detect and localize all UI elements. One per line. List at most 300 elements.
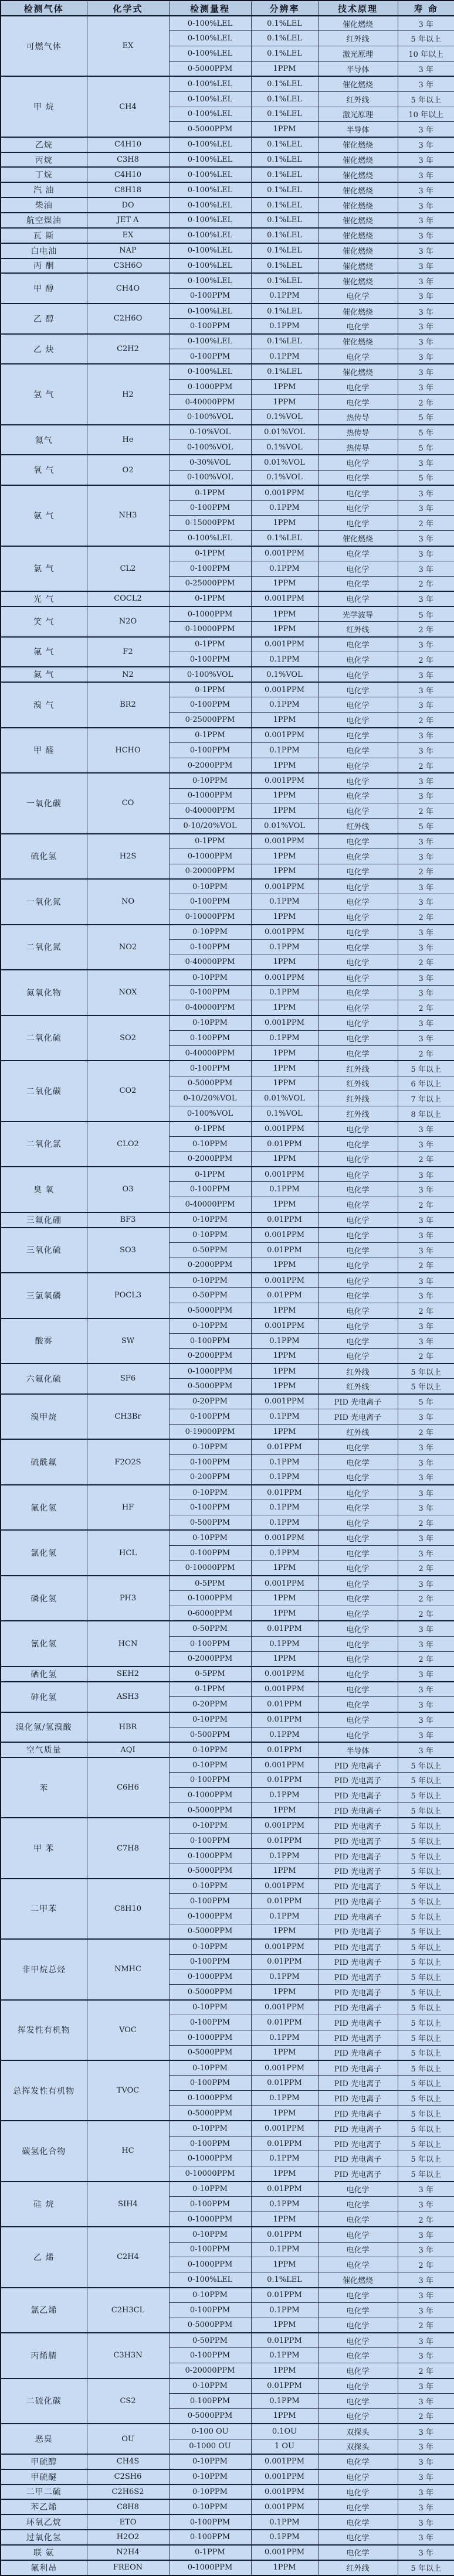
range-cell: 0-100%LEL [169, 31, 251, 46]
table-row [1, 2545, 454, 2560]
range-cell: 0-1PPM [169, 728, 251, 743]
range-cell: 0-100PPM [169, 939, 251, 955]
resolution-cell: 1PPM [251, 122, 318, 137]
range-cell: 0-100PPM [169, 2393, 251, 2408]
life-cell: 5 年以上 [398, 1985, 454, 2000]
formula-cell: POCL3 [87, 1273, 169, 1318]
life-cell: 3 年 [398, 1122, 454, 1137]
range-cell: 0-100PPM [169, 2136, 251, 2151]
gas-name-cell: 环氧乙烷 [1, 2514, 87, 2530]
resolution-cell: 1PPM [251, 2212, 318, 2227]
principle-cell: 电化学 [318, 2485, 398, 2500]
gas-name-cell: 丙烯腈 [1, 2333, 87, 2379]
range-cell: 0-100PPM [169, 1182, 251, 1197]
range-cell: 0-100%LEL [169, 243, 251, 258]
range-cell: 0-5000PPM [169, 1985, 251, 2000]
formula-cell: AQI [87, 1742, 169, 1757]
resolution-cell: 0.001PPM [251, 485, 318, 500]
principle-cell: 电化学 [318, 2302, 398, 2318]
table-row [1, 1061, 454, 1076]
range-cell: 0-5000PPM [169, 62, 251, 77]
life-cell: 2 年 [398, 1348, 454, 1364]
resolution-cell: 1PPM [251, 849, 318, 864]
resolution-cell: 1PPM [251, 1863, 318, 1879]
range-cell: 0-100PPM [169, 2530, 251, 2545]
resolution-cell: 0.1%LEL [251, 213, 318, 228]
resolution-cell: 1PPM [251, 1000, 318, 1016]
gas-name-cell: 丙 酮 [1, 258, 87, 274]
gas-name-cell: 硫化氢 [1, 834, 87, 880]
range-cell: 0-100%VOL [169, 440, 251, 455]
life-cell: 2 年 [398, 1606, 454, 1621]
resolution-cell: 0.001PPM [251, 970, 318, 985]
resolution-cell: 1PPM [251, 2105, 318, 2121]
range-cell: 0-2000PPM [169, 1348, 251, 1364]
life-cell: 3 年 [398, 76, 454, 91]
resolution-cell: 0.01PPM [251, 2182, 318, 2197]
range-cell: 0-50PPM [169, 1288, 251, 1303]
resolution-cell: 1PPM [251, 1591, 318, 1606]
range-cell: 0-1000PPM [169, 606, 251, 622]
life-cell: 5 年以上 [398, 2151, 454, 2166]
principle-cell: PID 光电离子 [318, 2015, 398, 2030]
range-cell: 0-10PPM [169, 2000, 251, 2015]
gas-name-cell: 甲 苯 [1, 1818, 87, 1878]
principle-cell: 电化学 [318, 939, 398, 955]
principle-cell: 红外线 [318, 819, 398, 834]
range-cell: 0-10PPM [169, 1228, 251, 1243]
gas-name-cell: 氯化氢 [1, 1530, 87, 1576]
formula-cell: C4H10 [87, 137, 169, 152]
life-cell: 2 年 [398, 2257, 454, 2272]
resolution-cell: 0.001PPM [251, 2060, 318, 2076]
resolution-cell: 1PPM [251, 516, 318, 531]
resolution-cell: 0.001PPM [251, 925, 318, 940]
principle-cell: 电化学 [318, 1242, 398, 1258]
life-cell: 3 年 [398, 1318, 454, 1334]
resolution-cell: 0.001PPM [251, 2499, 318, 2514]
resolution-cell: 0.1%VOL [251, 410, 318, 425]
principle-cell: 电化学 [318, 2242, 398, 2257]
resolution-cell: 0.01PPM [251, 1485, 318, 1500]
principle-cell: 半导体 [318, 62, 398, 77]
principle-cell: 电化学 [318, 2227, 398, 2242]
principle-cell: 催化燃烧 [318, 152, 398, 168]
principle-cell: 电化学 [318, 500, 398, 516]
range-cell: 0-100PPM [169, 1636, 251, 1651]
resolution-cell: 0.001PPM [251, 834, 318, 849]
principle-cell: 电化学 [318, 1212, 398, 1228]
principle-cell: 激光原理 [318, 46, 398, 62]
life-cell: 3 年 [398, 500, 454, 516]
principle-cell: 电化学 [318, 2197, 398, 2212]
table-row [1, 1394, 454, 1409]
life-cell: 3 年 [398, 985, 454, 1000]
range-cell: 0-100%LEL [169, 91, 251, 107]
resolution-cell: 0.1PPM [251, 1515, 318, 1531]
table-header [1, 1, 454, 16]
principle-cell: 电化学 [318, 652, 398, 667]
formula-cell: C2H4 [87, 2227, 169, 2287]
principle-cell: 电化学 [318, 1560, 398, 1576]
resolution-cell: 0.001PPM [251, 1016, 318, 1031]
principle-cell: 红外线 [318, 1091, 398, 1106]
formula-cell: BR2 [87, 682, 169, 728]
life-cell: 2 年 [398, 1651, 454, 1667]
table-row [1, 2469, 454, 2485]
life-cell: 3 年 [398, 228, 454, 243]
life-cell: 2 年 [398, 955, 454, 970]
resolution-cell: 0.1PPM [251, 2530, 318, 2545]
life-cell: 2 年 [398, 2408, 454, 2424]
range-cell: 0-100PPM [169, 2348, 251, 2363]
range-cell: 0-5000PPM [169, 1303, 251, 1318]
life-cell: 5 年以上 [398, 2060, 454, 2076]
gas-name-cell: 二甲二硫 [1, 2485, 87, 2500]
principle-cell: 电化学 [318, 546, 398, 561]
life-cell: 3 年 [398, 1031, 454, 1046]
life-cell: 2 年 [398, 1515, 454, 1531]
resolution-cell: 0.1PPM [251, 349, 318, 364]
resolution-cell: 0.1%LEL [251, 258, 318, 274]
principle-cell: 电化学 [318, 758, 398, 773]
life-cell: 3 年 [398, 728, 454, 743]
resolution-cell: 1PPM [251, 1348, 318, 1364]
life-cell: 3 年 [398, 970, 454, 985]
range-cell: 0-10PPM [169, 2469, 251, 2485]
life-cell: 3 年 [398, 243, 454, 258]
life-cell: 3 年 [398, 2197, 454, 2212]
life-cell: 5 年以上 [398, 1818, 454, 1833]
formula-cell: NOX [87, 970, 169, 1016]
formula-cell: DO [87, 197, 169, 213]
resolution-cell: 0.1PPM [251, 561, 318, 576]
table-row [1, 1712, 454, 1727]
principle-cell: 电化学 [318, 1182, 398, 1197]
range-cell: 0-10%VOL [169, 425, 251, 440]
formula-cell: C6H6 [87, 1757, 169, 1818]
principle-cell: 电化学 [318, 516, 398, 531]
range-cell: 0-6000PPM [169, 1606, 251, 1621]
range-cell: 0-100PPM [169, 985, 251, 1000]
range-cell: 0-100PPM [169, 2197, 251, 2212]
range-cell: 0-100PPM [169, 652, 251, 667]
life-cell: 3 年 [398, 288, 454, 304]
table-row [1, 970, 454, 985]
gas-name-cell: 白电油 [1, 243, 87, 258]
resolution-cell: 0.1PPM [251, 500, 318, 516]
principle-cell: 电化学 [318, 576, 398, 591]
life-cell: 3 年 [398, 2514, 454, 2530]
gas-name-cell: 六氟化硫 [1, 1364, 87, 1394]
life-cell: 3 年 [398, 925, 454, 940]
principle-cell: 电化学 [318, 1439, 398, 1454]
table-row [1, 364, 454, 379]
range-cell: 0-100%LEL [169, 2272, 251, 2288]
resolution-cell: 1PPM [251, 2363, 318, 2379]
life-cell: 3 年 [398, 197, 454, 213]
principle-cell: 电化学 [318, 713, 398, 728]
life-cell: 3 年 [398, 788, 454, 803]
life-cell: 3 年 [398, 1636, 454, 1651]
range-cell: 0-10PPM [169, 970, 251, 985]
principle-cell: 电化学 [318, 1318, 398, 1334]
life-cell: 3 年 [398, 1485, 454, 1500]
principle-cell: 电化学 [318, 2288, 398, 2303]
table-row [1, 1318, 454, 1334]
life-cell: 2 年 [398, 803, 454, 819]
table-row [1, 1576, 454, 1591]
gas-name-cell: 二硫化碳 [1, 2379, 87, 2424]
life-cell: 2 年 [398, 1197, 454, 1212]
header-row [1, 1, 454, 16]
table-row [1, 197, 454, 213]
principle-cell: 催化燃烧 [318, 304, 398, 319]
principle-cell: 电化学 [318, 2379, 398, 2394]
principle-cell: 电化学 [318, 2530, 398, 2545]
gas-name-cell: 过氧化氢 [1, 2530, 87, 2545]
table-row [1, 2182, 454, 2197]
principle-cell: 热传导 [318, 410, 398, 425]
formula-cell: VOC [87, 2000, 169, 2060]
resolution-cell: 0.001PPM [251, 637, 318, 652]
resolution-cell: 0.1PPM [251, 2302, 318, 2318]
range-cell: 0-1000PPM [169, 1970, 251, 1985]
principle-cell: PID 光电离子 [318, 2030, 398, 2045]
table-row [1, 1016, 454, 1031]
life-cell: 5 年以上 [398, 2045, 454, 2060]
formula-cell: NAP [87, 243, 169, 258]
resolution-cell: 1PPM [251, 803, 318, 819]
gas-name-cell: 砷化氢 [1, 1682, 87, 1712]
gas-name-cell: 乙 烯 [1, 2227, 87, 2287]
table-row [1, 667, 454, 682]
formula-cell: HCHO [87, 728, 169, 774]
life-cell: 3 年 [398, 743, 454, 758]
life-cell: 3 年 [398, 682, 454, 697]
table-row [1, 925, 454, 940]
formula-cell: ETO [87, 2514, 169, 2530]
life-cell: 10 年以上 [398, 107, 454, 122]
principle-cell: 电化学 [318, 909, 398, 925]
resolution-cell: 0.1PPM [251, 2091, 318, 2106]
life-cell: 3 年 [398, 591, 454, 606]
range-cell: 0-1000PPM [169, 2151, 251, 2166]
principle-cell: 电化学 [318, 1485, 398, 1500]
life-cell: 2 年 [398, 1045, 454, 1061]
range-cell: 0-1000PPM [169, 2091, 251, 2106]
principle-cell: 电化学 [318, 879, 398, 894]
resolution-cell: 0.1%LEL [251, 152, 318, 168]
resolution-cell: 0.01%VOL [251, 819, 318, 834]
principle-cell: 电化学 [318, 1727, 398, 1742]
range-cell: 0-100PPM [169, 1773, 251, 1788]
formula-cell: C2H6S2 [87, 2485, 169, 2500]
range-cell: 0-100%LEL [169, 16, 251, 31]
life-cell: 3 年 [398, 1333, 454, 1348]
principle-cell: PID 光电离子 [318, 2045, 398, 2060]
life-cell: 3 年 [398, 379, 454, 394]
life-cell: 3 年 [398, 879, 454, 894]
range-cell: 0-1PPM [169, 1122, 251, 1137]
gas-name-cell: 总挥发性有机物 [1, 2060, 87, 2121]
table-row [1, 606, 454, 622]
gas-name-cell: 甲硫醇 [1, 2454, 87, 2469]
life-cell: 3 年 [398, 1682, 454, 1697]
formula-cell: H2O2 [87, 2530, 169, 2545]
formula-cell: N2O [87, 606, 169, 637]
life-cell: 3 年 [398, 1167, 454, 1182]
range-cell: 0-19000PPM [169, 1424, 251, 1439]
life-cell: 2 年 [398, 1591, 454, 1606]
range-cell: 0-100PPM [169, 2514, 251, 2530]
principle-cell: 电化学 [318, 637, 398, 652]
life-cell: 5 年 [398, 819, 454, 834]
resolution-cell: 0.001PPM [251, 2000, 318, 2015]
gas-name-cell: 磷化氢 [1, 1576, 87, 1621]
principle-cell: 红外线 [318, 1106, 398, 1122]
range-cell: 0-2000PPM [169, 1151, 251, 1167]
resolution-cell: 0.001PPM [251, 682, 318, 697]
range-cell: 0-50PPM [169, 2333, 251, 2348]
range-cell: 0-100%LEL [169, 152, 251, 168]
range-cell: 0-2000PPM [169, 758, 251, 773]
principle-cell: PID 光电离子 [318, 2000, 398, 2015]
resolution-cell: 0.1%LEL [251, 46, 318, 62]
range-cell: 0-10/20%VOL [169, 1091, 251, 1106]
resolution-cell: 0.1%LEL [251, 364, 318, 379]
principle-cell: 半导体 [318, 122, 398, 137]
principle-cell: 电化学 [318, 1258, 398, 1273]
formula-cell: C8H8 [87, 2499, 169, 2514]
header-lifetime: 寿 命 [398, 1, 454, 16]
life-cell: 5 年以上 [398, 1848, 454, 1863]
gas-name-cell: 苯乙烯 [1, 2499, 87, 2514]
principle-cell: 电化学 [318, 2182, 398, 2197]
range-cell: 0-1000PPM [169, 1788, 251, 1803]
principle-cell: 电化学 [318, 667, 398, 682]
principle-cell: PID 光电离子 [318, 2121, 398, 2136]
gas-name-cell: 丙烷 [1, 152, 87, 168]
life-cell: 3 年 [398, 1742, 454, 1757]
life-cell: 2 年 [398, 864, 454, 879]
principle-cell: 电化学 [318, 803, 398, 819]
formula-cell: C2SH6 [87, 2469, 169, 2485]
principle-cell: 电化学 [318, 1636, 398, 1651]
resolution-cell: 1PPM [251, 606, 318, 622]
resolution-cell: 0.01PPM [251, 2227, 318, 2242]
range-cell: 0-100PPM [169, 349, 251, 364]
range-cell: 0-100PPM [169, 697, 251, 713]
principle-cell: PID 光电离子 [318, 1394, 398, 1409]
gas-name-cell: 丁烷 [1, 167, 87, 182]
range-cell: 0-10PPM [169, 1016, 251, 1031]
range-cell: 0-1000 OU [169, 2439, 251, 2454]
table-row [1, 1273, 454, 1288]
resolution-cell: 1PPM [251, 1560, 318, 1576]
range-cell: 0-10PPM [169, 1530, 251, 1545]
principle-cell: 催化燃烧 [318, 334, 398, 349]
table-row [1, 1621, 454, 1636]
range-cell: 0-2000PPM [169, 1258, 251, 1273]
principle-cell: 电化学 [318, 1151, 398, 1167]
range-cell: 0-10PPM [169, 1136, 251, 1151]
range-cell: 0-50PPM [169, 1242, 251, 1258]
principle-cell: 催化燃烧 [318, 213, 398, 228]
life-cell: 3 年 [398, 2242, 454, 2257]
table-row [1, 485, 454, 500]
formula-cell: H2S [87, 834, 169, 880]
range-cell: 0-100PPM [169, 1545, 251, 1560]
life-cell: 3 年 [398, 167, 454, 182]
range-cell: 0-100%VOL [169, 410, 251, 425]
life-cell: 3 年 [398, 1016, 454, 1031]
resolution-cell: 0.1PPM [251, 1727, 318, 1742]
range-cell: 0-25000PPM [169, 576, 251, 591]
table-row [1, 637, 454, 652]
resolution-cell: 0.1%LEL [251, 167, 318, 182]
principle-cell: 电化学 [318, 2454, 398, 2469]
resolution-cell: 0.01PPM [251, 2015, 318, 2030]
range-cell: 0-100PPM [169, 2076, 251, 2091]
range-cell: 0-1PPM [169, 834, 251, 849]
life-cell: 8 年以上 [398, 1106, 454, 1122]
life-cell: 2 年 [398, 2363, 454, 2379]
resolution-cell: 0.001PPM [251, 1122, 318, 1137]
principle-cell: PID 光电离子 [318, 2091, 398, 2106]
resolution-cell: 0.01PPM [251, 1773, 318, 1788]
principle-cell: 红外线 [318, 91, 398, 107]
principle-cell: PID 光电离子 [318, 1409, 398, 1425]
gas-name-cell: 挥发性有机物 [1, 2000, 87, 2060]
resolution-cell: 1PPM [251, 62, 318, 77]
principle-cell: 电化学 [318, 1288, 398, 1303]
range-cell: 0-10PPM [169, 2060, 251, 2076]
life-cell: 3 年 [398, 1530, 454, 1545]
table-row [1, 76, 454, 91]
resolution-cell: 0.1%LEL [251, 76, 318, 91]
range-cell: 0-100%LEL [169, 273, 251, 288]
table-row [1, 228, 454, 243]
principle-cell: 红外线 [318, 1379, 398, 1394]
range-cell: 0-5000PPM [169, 1924, 251, 1939]
principle-cell: 电化学 [318, 834, 398, 849]
resolution-cell: 0.1PPM [251, 2242, 318, 2257]
resolution-cell: 0.001PPM [251, 1530, 318, 1545]
life-cell: 3 年 [398, 1621, 454, 1636]
resolution-cell: 0.001PPM [251, 1757, 318, 1773]
formula-cell: SW [87, 1318, 169, 1364]
life-cell: 5 年以上 [398, 1879, 454, 1894]
resolution-cell: 0.1PPM [251, 1409, 318, 1425]
principle-cell: 热传导 [318, 440, 398, 455]
range-cell: 0-40000PPM [169, 955, 251, 970]
life-cell: 5 年以上 [398, 1924, 454, 1939]
principle-cell: 电化学 [318, 2333, 398, 2348]
gas-name-cell: 三氯氧磷 [1, 1273, 87, 1318]
resolution-cell: 0.1%LEL [251, 228, 318, 243]
principle-cell: 电化学 [318, 319, 398, 334]
range-cell: 0-1000PPM [169, 379, 251, 394]
gas-name-cell: 空气质量 [1, 1742, 87, 1757]
resolution-cell: 0.1%LEL [251, 197, 318, 213]
life-cell: 3 年 [398, 1136, 454, 1151]
range-cell: 0-10PPM [169, 925, 251, 940]
resolution-cell: 0.01%VOL [251, 1091, 318, 1106]
principle-cell: 电化学 [318, 1576, 398, 1591]
table-row [1, 1667, 454, 1682]
resolution-cell: 0.1PPM [251, 319, 318, 334]
